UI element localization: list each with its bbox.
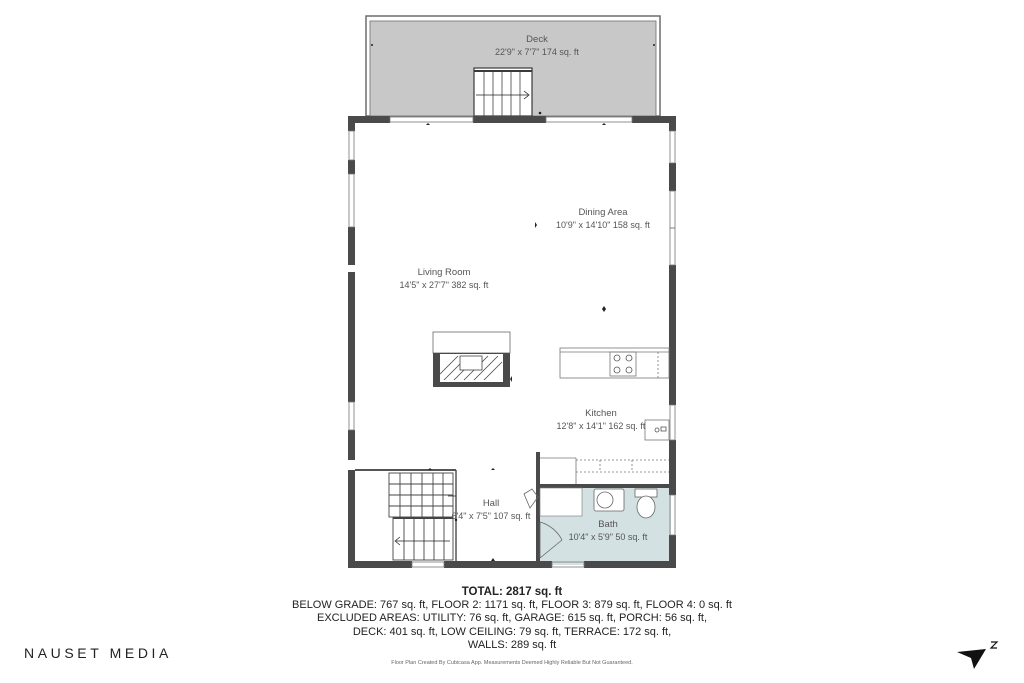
bath-dims: 10'4" x 5'9" 50 sq. ft bbox=[568, 532, 648, 542]
fireplace bbox=[433, 332, 510, 387]
hall-name: Hall bbox=[482, 498, 500, 509]
living-room-name: Living Room bbox=[417, 267, 471, 278]
kitchen-dims: 12'8" x 14'1" 162 sq. ft bbox=[556, 421, 646, 431]
excluded-areas-line1: EXCLUDED AREAS: UTILITY: 76 sq. ft, GARAGE: 615 sq. ft, PORCH: 56 sq. ft, bbox=[316, 612, 708, 625]
deck-dims: 22'9" x 7'7" 174 sq. ft bbox=[495, 47, 579, 57]
hall-stairs bbox=[389, 473, 456, 560]
excluded-areas-line2: DECK: 401 sq. ft, LOW CEILING: 79 sq. ft, TERRACE: 172 sq. ft, bbox=[352, 625, 672, 638]
north-arrow-icon bbox=[954, 636, 1004, 676]
kitchen-name: Kitchen bbox=[585, 408, 617, 419]
bath-name: Bath bbox=[598, 519, 618, 530]
stove-icon bbox=[614, 355, 632, 373]
area-summary bbox=[0, 586, 1024, 652]
dining-area-name: Dining Area bbox=[578, 207, 628, 218]
brand-logo-text: NAUSET MEDIA bbox=[24, 645, 172, 661]
floor-breakdown: BELOW GRADE: 767 sq. ft, FLOOR 2: 1171 sq. ft, FLOOR 3: 879 sq. ft, FLOOR 4: 0 sq. ft bbox=[292, 599, 732, 612]
deck-name: Deck bbox=[526, 34, 548, 45]
dining-area-dims: 10'9" x 14'10" 158 sq. ft bbox=[556, 220, 650, 230]
hall-dims: 6'4" x 7'5" 107 sq. ft bbox=[451, 511, 531, 521]
sink-icon bbox=[655, 427, 666, 432]
hall-door bbox=[524, 489, 538, 508]
deck-area bbox=[366, 16, 660, 116]
deck-stairs bbox=[474, 68, 532, 116]
main-floor bbox=[348, 116, 676, 568]
living-room-dims: 14'5" x 27'7" 382 sq. ft bbox=[399, 280, 489, 290]
disclaimer: Floor Plan Created By Cubicasa App. Measurements Deemed Highly Reliable But Not Guaranteed. bbox=[391, 660, 633, 666]
total-area: TOTAL: 2817 sq. ft bbox=[461, 586, 563, 598]
walls-area: WALLS: 289 sq. ft bbox=[467, 638, 557, 651]
